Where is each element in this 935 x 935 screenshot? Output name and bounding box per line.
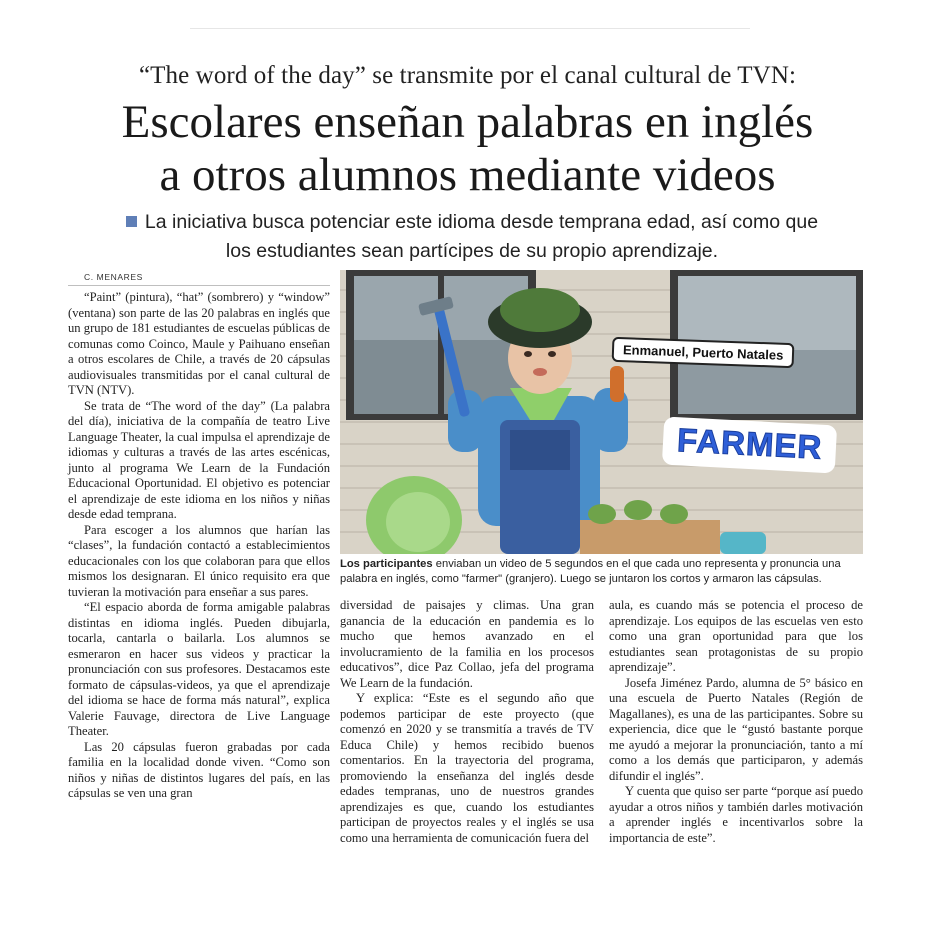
headline-line-2: a otros alumnos mediante videos	[159, 149, 776, 201]
paragraph: “El espacio aborda de forma amigable palabras distintas en idioma inglés. Pueden dibujarla, tocarla, cantarla o bailarla. Los alumnos se esmeraron en hacer sus videos y practicar la pronunciación con sus profesores. Destacamos este formato de cápsulas-videos, ya que el aprendizaje del idioma se hace de forma más natural”, explica Valerie Fauvage, directora de Live Language Theater.	[68, 600, 330, 738]
bullet-square-icon	[126, 216, 137, 227]
paragraph: Y cuenta que quiso ser parte “porque así puedo ayudar a otros niños y también darles motivación a aprender inglés e incentivarlos sobre la importancia de este”.	[609, 784, 863, 845]
paragraph: Para escoger a los alumnos que harían las “clases”, la fundación contactó a establecimientos educacionales con los que colaboran para que ellos mismos los designaran. El único requisito era que tuvieran la motivación para enseñar a sus pares.	[68, 522, 330, 599]
article-column-2	[340, 598, 594, 846]
photo-illustration	[340, 270, 863, 554]
caption-lead: Los participantes	[340, 558, 433, 570]
top-rule	[190, 28, 750, 29]
deck-text-1: La iniciativa busca potenciar este idioma desde temprana edad, así como que	[144, 211, 819, 233]
paragraph: Se trata de “The word of the day” (La palabra del día), iniciativa de la compañía de teatro Live Language Theater, la cual impulsa el aprendizaje de idiomas y culturas a través de las artes escénicas, junto al programa We Learn de la Fundación Educacional Oportunidad. El objetivo es potenciar el aprendizaje de este idioma en los niños y niñas desde edad temprana.	[68, 398, 330, 521]
article-photo	[340, 270, 863, 554]
paragraph: Y explica: “Este es el segundo año que podemos participar de este proyecto (que comenzó en 2020 y se transmitía a través de TV Educa Chile) y hemos recibido buenos comentarios. En la trayectoria del programa, promoviendo la enseñanza del inglés desde edades tempranas, uno de nuestros grandes aprendizajes es que, cuando los estudiantes participan de proyectos reales y el inglés se usa como una herramienta de comunicación fuera del	[340, 691, 594, 845]
article-column-3	[609, 598, 863, 846]
article-deck	[112, 208, 832, 266]
paragraph: Josefa Jiménez Pardo, alumna de 5° básico en una escuela de Puerto Natales (Región de Magallanes), es una de las participantes. Sobre su experiencia, dice que le “gustó bastante porque me ayudó a mejorar la pronunciación, tanto a mí como a los demás que participaron, y además difundir el inglés”.	[609, 675, 863, 783]
deck-line-2: los estudiantes sean partícipes de su propio aprendizaje.	[225, 240, 719, 262]
article-column-1	[68, 290, 330, 802]
caption-text: enviaban un video de 5 segundos en el que cada uno representa y pronuncia una palabra en inglés, como "farmer" (granjero). Luego se juntaron los cortos y armaron las cápsulas.	[340, 558, 841, 585]
byline-rule	[68, 285, 330, 286]
deck-line-1	[112, 208, 832, 237]
paragraph: “Paint” (pintura), “hat” (sombrero) y “window” (ventana) son parte de las 20 palabras en inglés que un grupo de 181 estudiantes de escuelas públicas de comunas como Coinco, Maule y Paihuano enseñan a otros escolares de Chile, a través de 20 cápsulas audiovisuales transmitidas por el canal cultural de TVN (NTV).	[68, 290, 330, 397]
photo-caption	[340, 557, 863, 587]
article-headline	[0, 96, 935, 202]
paragraph: aula, es cuando más se potencia el proceso de aprendizaje. Los equipos de las escuelas ven esto como una gran oportunidad para que los estudiantes sean protagonistas de su propio aprendizaje”.	[609, 598, 863, 674]
article-kicker: “The word of the day” se transmite por el canal cultural de TVN:	[138, 62, 797, 89]
paragraph: diversidad de paisajes y climas. Una gran ganancia de la educación en pandemia es lo mucho que hemos avanzado en el involucramiento de la familia en los procesos educativos”, dice Paz Collao, jefa del programa We Learn de la fundación.	[340, 598, 594, 690]
name-tag-label: Enmanuel, Puerto Natales	[612, 337, 795, 368]
paragraph: Las 20 cápsulas fueron grabadas por cada familia en la localidad donde viven. “Como son niños y niñas de distintos lugares del país, en las cápsulas se ven una gran	[68, 739, 330, 800]
byline: C. MENARES	[84, 272, 143, 282]
word-tag-label: FARMER	[664, 419, 835, 472]
headline-line-1: Escolares enseñan palabras en inglés	[121, 96, 814, 148]
